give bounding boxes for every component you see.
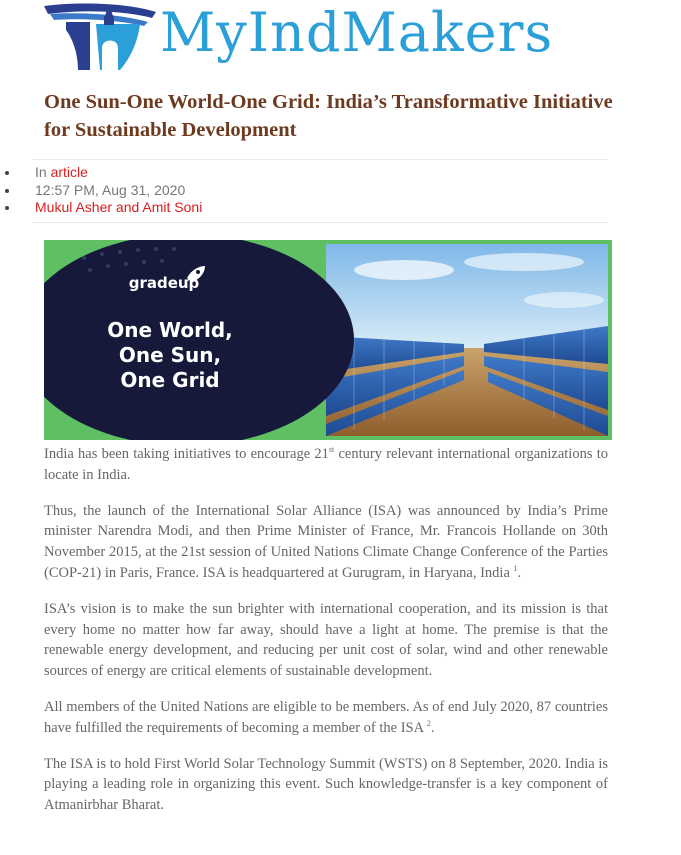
paragraph-text: The ISA is to hold First World Solar Technology Summit (WSTS) on 8 September, 2020. India is playing a leading role in organizing this event. Such knowledge-transfer is a key component of Atmanirbhar Bharat. xyxy=(44,755,608,814)
meta-item-authors xyxy=(0,199,681,217)
bullet-icon xyxy=(5,171,9,175)
banner-headline-line-1: One World, xyxy=(107,318,233,342)
paragraph xyxy=(44,697,608,739)
banner-headline-line-2: One Sun, xyxy=(118,343,222,367)
publish-datetime: 12:57 PM, Aug 31, 2020 xyxy=(35,181,186,198)
banner-brand-name: gradeup xyxy=(128,274,200,292)
paragraph xyxy=(44,599,608,682)
gateway-arch-logo-icon xyxy=(44,0,156,70)
site-logo-text: MyIndMakers xyxy=(160,1,554,64)
paragraph-text: . xyxy=(430,719,435,736)
bullet-icon xyxy=(5,206,9,210)
category-prefix: In xyxy=(35,164,51,180)
paragraph xyxy=(44,444,608,486)
paragraph-text: . xyxy=(517,564,522,581)
banner-headline-line-3: One Grid xyxy=(120,368,220,392)
meta-item-datetime xyxy=(0,182,681,200)
meta-item-category xyxy=(0,164,681,182)
superscript: st xyxy=(328,445,335,455)
paragraph-text: India has been taking initiatives to encourage 21 xyxy=(44,446,329,462)
article-meta-list xyxy=(0,164,681,217)
footnote-ref-2[interactable]: 2 xyxy=(426,718,431,728)
divider xyxy=(32,222,608,223)
paragraph xyxy=(44,501,608,584)
divider xyxy=(32,159,608,160)
bullet-icon xyxy=(5,189,9,193)
site-header xyxy=(0,0,681,78)
footnote-ref-1[interactable]: 1 xyxy=(513,564,518,574)
paragraph-text: Thus, the launch of the International Solar Alliance (ISA) was announced by India’s Prime minister Narendra Modi, and then Prime Minister of France, Mr. Francois Hollande on 30th November 2015, at the 21st session of United Nations Climate Change Conference of the Parties (COP-21) in Paris, France. ISA is headquartered at Gurugram, in Haryana, India xyxy=(44,502,608,581)
article-title: One Sun-One World-One Grid: India’s Transformative Initiative for Sustainable Development xyxy=(44,91,613,141)
paragraph xyxy=(44,754,608,816)
paragraph-text: century relevant international organizations to locate in India. xyxy=(44,446,608,483)
paragraph-text: All members of the United Nations are eligible to be members. As of end July 2020, 87 countries have fulfilled the requirements of becoming a member of the ISA xyxy=(44,698,608,736)
article-body xyxy=(44,444,608,831)
authors-link[interactable]: Mukul Asher and Amit Soni xyxy=(35,199,203,215)
category-link[interactable]: article xyxy=(50,164,88,180)
paragraph-text: ISA’s vision is to make the sun brighter with international cooperation, and its mission is that every home no matter how far away, should have a light at home. The premise is that the renewable energy development, and reducing per unit cost of solar, wind and other renewable sources of energy are critical elements of sustainable development. xyxy=(44,600,608,680)
